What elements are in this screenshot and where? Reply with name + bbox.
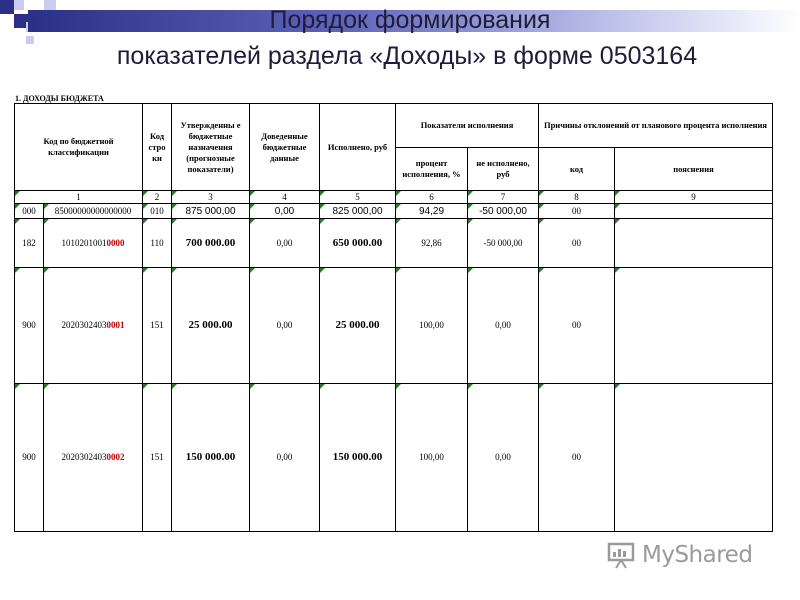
row-line: 151 bbox=[143, 384, 172, 532]
column-number: 5 bbox=[320, 191, 396, 204]
row-approved: 150 000.00 bbox=[172, 384, 250, 532]
column-number: 9 bbox=[615, 191, 773, 204]
row-line: 010 bbox=[143, 204, 172, 219]
row-prefix: 900 bbox=[15, 384, 44, 532]
column-number: 8 bbox=[539, 191, 615, 204]
row-communicated: 0,00 bbox=[250, 204, 320, 219]
column-number: 6 bbox=[396, 191, 468, 204]
income-table bbox=[14, 103, 773, 532]
row-code-main: 2020302403 bbox=[61, 320, 107, 330]
header-reason-code: код bbox=[539, 148, 615, 191]
row-code bbox=[44, 204, 143, 219]
document-heading: 1. ДОХОДЫ БЮДЖЕТА bbox=[15, 94, 104, 103]
row-executed: 650 000.00 bbox=[320, 219, 396, 268]
row-explanation bbox=[615, 384, 773, 532]
header-not-executed: не исполнено, руб bbox=[468, 148, 539, 191]
watermark bbox=[606, 537, 752, 573]
table-row bbox=[15, 268, 773, 384]
row-communicated: 0,00 bbox=[250, 384, 320, 532]
row-line: 110 bbox=[143, 219, 172, 268]
row-executed: 25 000.00 bbox=[320, 268, 396, 384]
row-executed: 150 000.00 bbox=[320, 384, 396, 532]
table-row bbox=[15, 204, 773, 219]
row-code bbox=[44, 219, 143, 268]
row-reason-code: 00 bbox=[539, 268, 615, 384]
row-percent: 92,86 bbox=[396, 219, 468, 268]
row-explanation bbox=[615, 268, 773, 384]
row-communicated: 0,00 bbox=[250, 219, 320, 268]
table-row bbox=[15, 384, 773, 532]
column-number-row bbox=[15, 191, 773, 204]
row-not-executed: -50 000,00 bbox=[468, 219, 539, 268]
row-code-main: 85000000000000000 bbox=[54, 205, 132, 216]
header-explanation: пояснения bbox=[615, 148, 773, 191]
row-approved: 875 000,00 bbox=[172, 204, 250, 219]
column-number: 3 bbox=[172, 191, 250, 204]
header-communicated: Доведенные бюджетные данные bbox=[250, 104, 320, 191]
header-reasons-group: Причины отклонений от планового процента исполнения bbox=[539, 104, 773, 148]
row-code-main: 2020302403 bbox=[61, 452, 107, 462]
row-prefix: 900 bbox=[15, 268, 44, 384]
column-number: 4 bbox=[250, 191, 320, 204]
row-approved: 25 000.00 bbox=[172, 268, 250, 384]
header-executed: Исполнено, руб bbox=[320, 104, 396, 191]
row-executed: 825 000,00 bbox=[320, 204, 396, 219]
row-code bbox=[44, 268, 143, 384]
row-explanation bbox=[615, 219, 773, 268]
row-not-executed: 0,00 bbox=[468, 268, 539, 384]
row-not-executed: 0,00 bbox=[468, 384, 539, 532]
column-number: 2 bbox=[143, 191, 172, 204]
presentation-board-icon bbox=[606, 541, 636, 569]
row-approved: 700 000.00 bbox=[172, 219, 250, 268]
row-code-highlight: 0001 bbox=[106, 320, 125, 330]
header-bk-code: Код по бюджетной классификации bbox=[15, 104, 143, 191]
row-code-highlight: 0000 bbox=[106, 237, 125, 248]
row-percent: 100,00 bbox=[396, 268, 468, 384]
row-reason-code: 00 bbox=[539, 204, 615, 219]
row-communicated: 0,00 bbox=[250, 268, 320, 384]
row-percent: 94,29 bbox=[396, 204, 468, 219]
table-row bbox=[15, 219, 773, 268]
header-execution-group: Показатели исполнения bbox=[396, 104, 539, 148]
slide-title-line1: Порядок формирования bbox=[269, 6, 551, 34]
row-reason-code: 00 bbox=[539, 219, 615, 268]
row-line: 151 bbox=[143, 268, 172, 384]
row-explanation bbox=[615, 204, 773, 219]
watermark-text: MyShared bbox=[642, 542, 753, 568]
row-code-highlight: 0002 bbox=[106, 452, 125, 462]
row-prefix: 000 bbox=[15, 204, 44, 219]
row-reason-code: 00 bbox=[539, 384, 615, 532]
header-approved: Утвержденны е бюджетные назначения (прогнозные показатели) bbox=[172, 104, 250, 191]
header-percent: процент исполнения, % bbox=[396, 148, 468, 191]
column-number: 1 bbox=[15, 191, 143, 204]
row-prefix: 182 bbox=[15, 219, 44, 268]
row-code bbox=[44, 384, 143, 532]
header-row-1 bbox=[15, 104, 773, 148]
slide-title-line2: показателей раздела «Доходы» в форме 0503164 bbox=[116, 42, 698, 70]
row-not-executed: -50 000,00 bbox=[468, 204, 539, 219]
column-number: 7 bbox=[468, 191, 539, 204]
row-code-main: 1010201001 bbox=[61, 237, 107, 248]
header-line-code: Код стро ки bbox=[143, 104, 172, 191]
row-percent: 100,00 bbox=[396, 384, 468, 532]
